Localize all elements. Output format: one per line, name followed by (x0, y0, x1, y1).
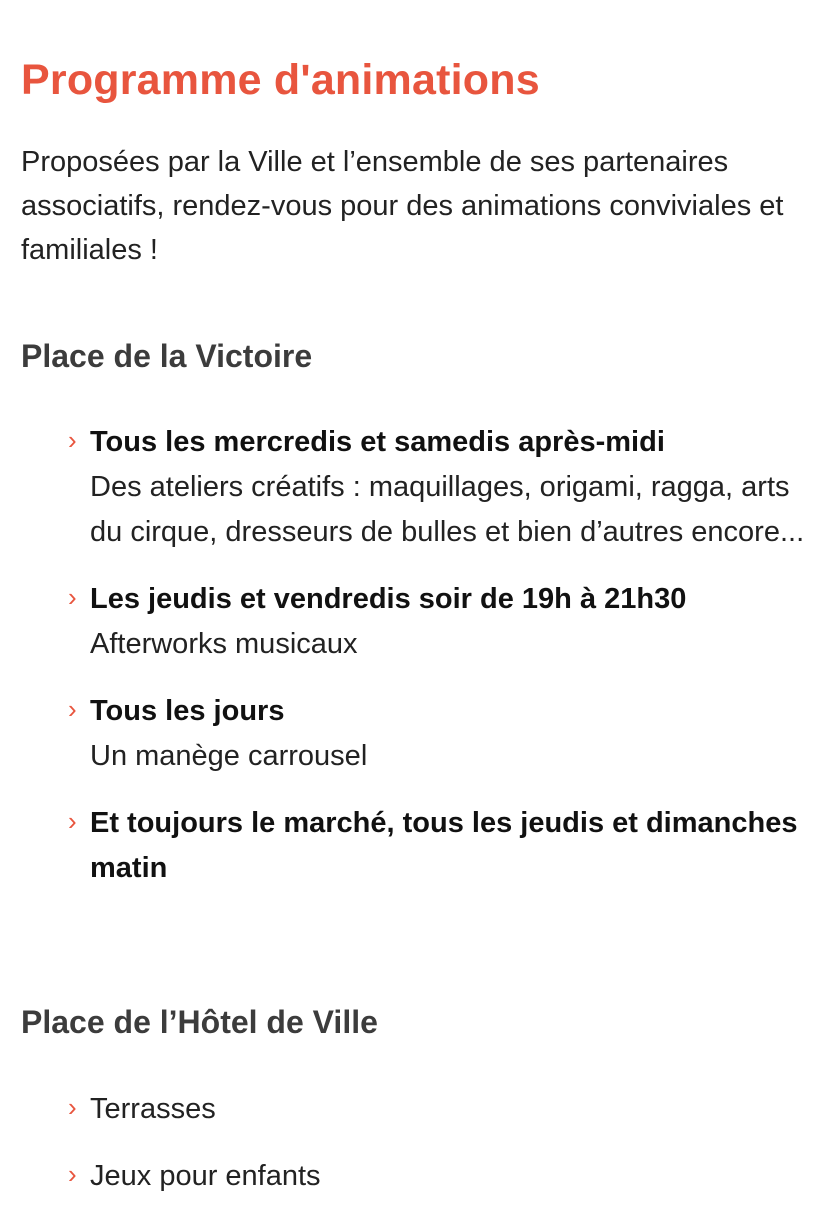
item-description: Un manège carrousel (90, 740, 368, 772)
hotel-de-ville-list (66, 1087, 811, 1221)
item-title: Et toujours le marché, tous les jeudis et dimanches matin (90, 807, 798, 884)
list-item (66, 420, 811, 555)
victoire-list (66, 420, 811, 913)
chevron-right-icon: › (68, 806, 77, 836)
list-item (66, 801, 811, 891)
chevron-right-icon: › (68, 694, 77, 724)
item-description: Jeux pour enfants (90, 1160, 321, 1192)
chevron-right-icon: › (68, 1092, 77, 1122)
list-item (66, 1087, 811, 1132)
chevron-right-icon: › (68, 582, 77, 612)
list-item (66, 689, 811, 779)
item-title: Tous les mercredis et samedis après-midi (90, 426, 665, 458)
intro-text: Proposées par la Ville et l’ensemble de ses partenaires associatifs, rendez-vous pour des animations conviviales et familiales ! (21, 146, 784, 266)
list-item (66, 577, 811, 667)
section-heading-hotel-de-ville: Place de l’Hôtel de Ville (21, 1004, 378, 1040)
chevron-right-icon: › (68, 425, 77, 455)
page-title: Programme d'animations (21, 56, 540, 104)
section-heading-victoire: Place de la Victoire (21, 338, 313, 374)
list-item (66, 1154, 811, 1199)
item-description: Afterworks musicaux (90, 628, 358, 660)
item-description: Terrasses (90, 1093, 216, 1125)
chevron-right-icon: › (68, 1159, 77, 1189)
item-description: Des ateliers créatifs : maquillages, origami, ragga, arts du cirque, dresseurs de bulles et bien d’autres encore... (90, 471, 805, 548)
item-title: Tous les jours (90, 695, 285, 727)
item-title: Les jeudis et vendredis soir de 19h à 21h30 (90, 583, 687, 615)
